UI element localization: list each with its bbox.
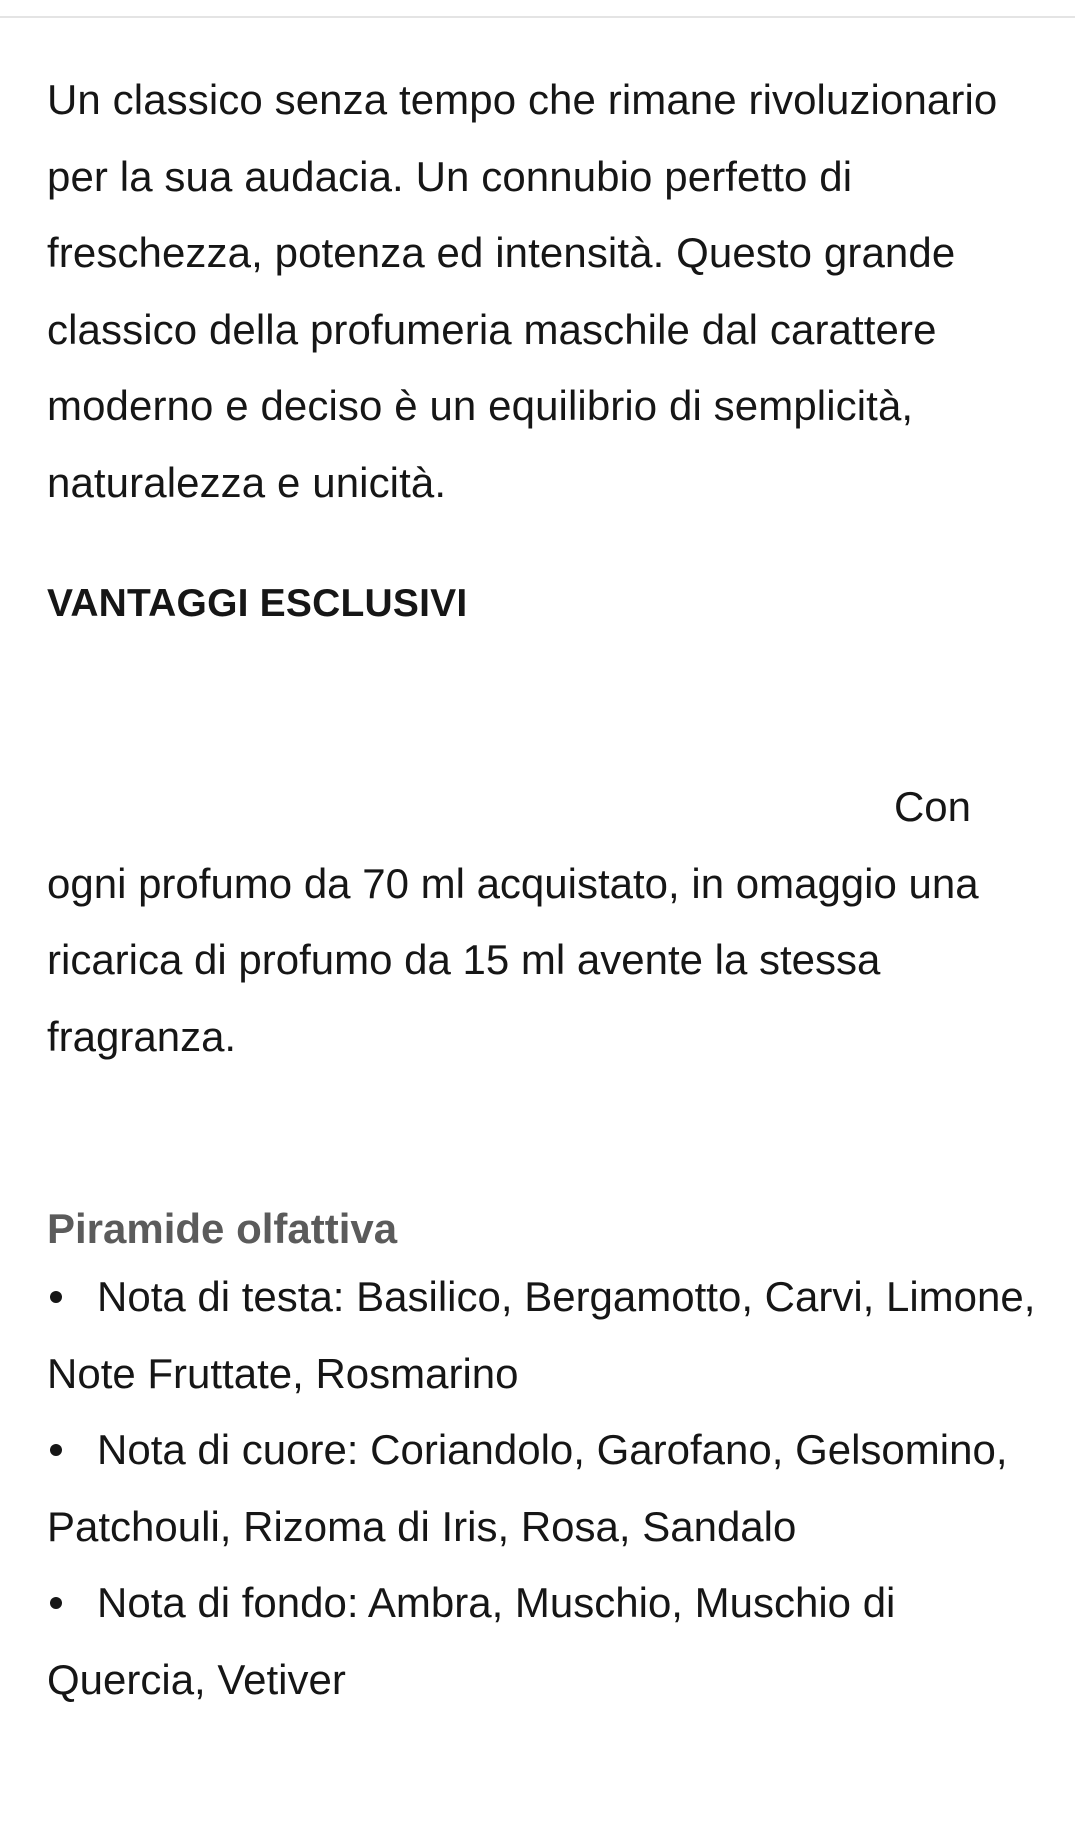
- list-item: [47, 1259, 1037, 1412]
- bullet-icon: [50, 1444, 62, 1456]
- advantages-text: ogni profumo da 70 ml acquistato, in omaggio una ricarica di profumo da 15 ml avente la stessa fragranza.: [47, 859, 979, 1060]
- note-text: Nota di testa: Basilico, Bergamotto, Carvi, Limone, Note Fruttate, Rosmarino: [47, 1273, 1036, 1397]
- list-item: [47, 1412, 1037, 1565]
- note-text: Nota di fondo: Ambra, Muschio, Muschio di Quercia, Vetiver: [47, 1579, 896, 1703]
- note-text: Nota di cuore: Coriandolo, Garofano, Gelsomino, Patchouli, Rizoma di Iris, Rosa, Sandalo: [47, 1426, 1008, 1550]
- bullet-icon: [50, 1291, 62, 1303]
- advantages-paragraph: [47, 769, 1037, 1075]
- advantages-spacer: [47, 629, 1037, 769]
- description-paragraph: Un classico senza tempo che rimane rivoluzionario per la sua audacia. Un connubio perfetto di freschezza, potenza ed intensità. Questo grande classico della profumeria maschile dal carattere moderno e deciso è un equilibrio di semplicità, naturalezza e unicità.: [47, 76, 998, 506]
- pyramid-title: Piramide olfattiva: [47, 1205, 398, 1252]
- pyramid-notes-list: [47, 1259, 1037, 1718]
- advantages-heading: VANTAGGI ESCLUSIVI: [47, 582, 468, 625]
- advantages-lead-word: Con: [893, 783, 971, 830]
- list-item: [47, 1565, 1037, 1718]
- top-divider: [0, 16, 1075, 18]
- bullet-icon: [50, 1597, 62, 1609]
- product-description: [47, 62, 1037, 1718]
